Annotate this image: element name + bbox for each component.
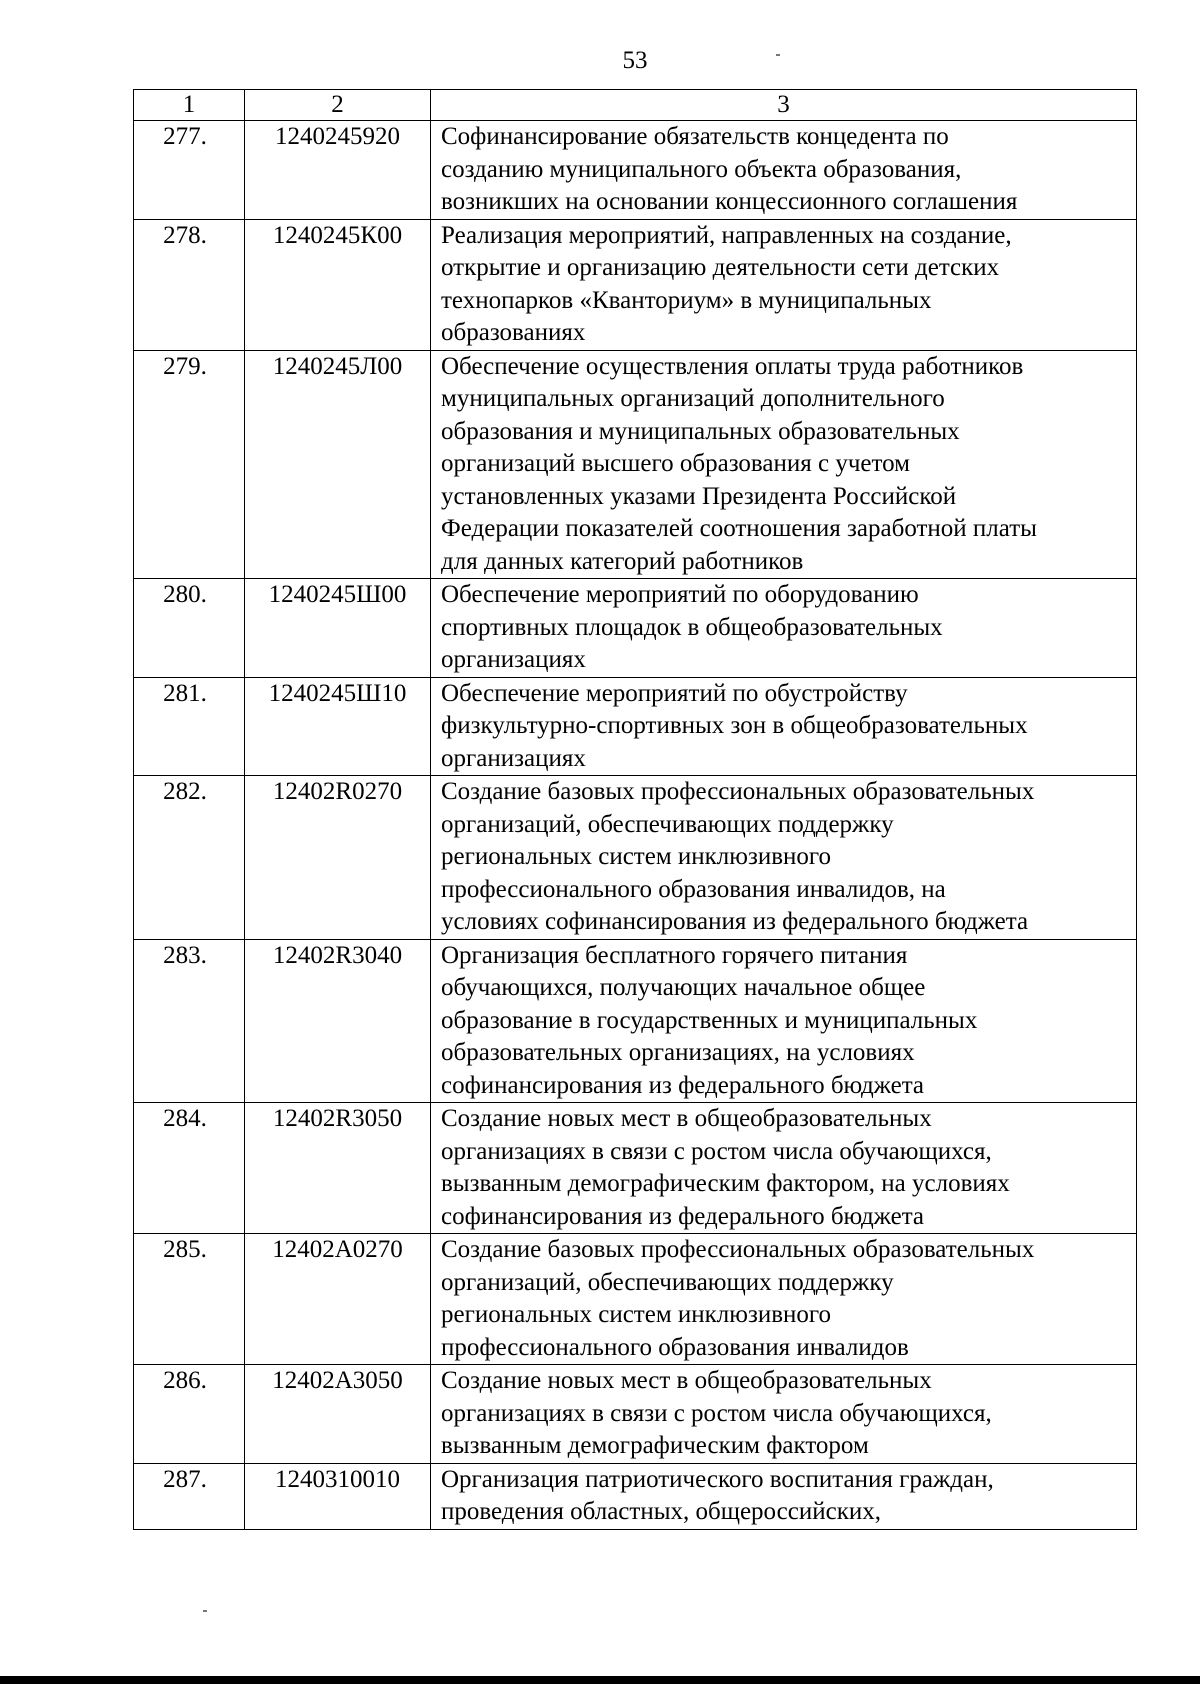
row-description	[431, 1103, 1137, 1234]
description-line: муниципальных организаций дополнительного	[441, 385, 945, 412]
row-number: 286.	[134, 1365, 245, 1464]
description-line: обучающихся, получающих начальное общее	[441, 974, 926, 1001]
row-description	[431, 579, 1137, 678]
description-line: проведения областных, общероссийских,	[441, 1498, 882, 1525]
table-header-row	[134, 90, 1137, 121]
row-code: 1240245Ш00	[245, 579, 431, 678]
description-line: для данных категорий работников	[441, 547, 804, 575]
description-line: организациях	[441, 646, 586, 673]
row-code: 12402R3040	[245, 939, 431, 1103]
description-line: технопарков «Кванториум» в муниципальных	[441, 286, 932, 314]
description-line: Создание новых мест в общеобразовательных	[441, 1105, 932, 1132]
description-line: образование в государственных и муниципальных	[441, 1006, 978, 1034]
scan-speck	[776, 54, 780, 56]
table-row	[134, 1463, 1137, 1529]
column-header-1: 1	[134, 90, 245, 121]
description-line: Обеспечение мероприятий по оборудованию	[441, 581, 919, 608]
description-line: образования и муниципальных образовательных	[441, 417, 960, 445]
description-line: образовательных организациях, на условиях	[441, 1039, 915, 1066]
row-code: 12402R0270	[245, 776, 431, 940]
table-row	[134, 1103, 1137, 1234]
page-number: 53	[622, 47, 648, 74]
description-line: вызванным демографическим фактором	[441, 1432, 869, 1459]
description-line: Организация патриотического воспитания граждан,	[441, 1465, 994, 1493]
table-row	[134, 677, 1137, 776]
column-header-3: 3	[431, 90, 1137, 121]
description-line: вызванным демографическим фактором, на условиях	[441, 1170, 1010, 1197]
description-line: Создание базовых профессиональных образовательных	[441, 1236, 1035, 1263]
row-code: 12402R3050	[245, 1103, 431, 1234]
description-line: Реализация мероприятий, направленных на создание,	[441, 221, 1012, 249]
description-line: Обеспечение осуществления оплаты труда работников	[441, 352, 1024, 380]
budget-classification-table	[133, 89, 1137, 1530]
row-code: 12402A3050	[245, 1365, 431, 1464]
row-code: 1240245Ш10	[245, 677, 431, 776]
scan-speck	[203, 1610, 207, 1612]
description-line: организациях в связи с ростом числа обучающихся,	[441, 1137, 992, 1165]
table-row	[134, 939, 1137, 1103]
table-row	[134, 1234, 1137, 1365]
table-row	[134, 350, 1137, 579]
description-line: возникших на основании концессионного соглашения	[441, 188, 1018, 215]
description-line: организаций, обеспечивающих поддержку	[441, 810, 894, 838]
table-row	[134, 1365, 1137, 1464]
row-description	[431, 677, 1137, 776]
row-code: 1240310010	[245, 1463, 431, 1529]
description-line: открытие и организацию деятельности сети детских	[441, 254, 1000, 281]
description-line: Создание новых мест в общеобразовательных	[441, 1367, 932, 1394]
table-row	[134, 579, 1137, 678]
description-line: организациях в связи с ростом числа обучающихся,	[441, 1399, 992, 1427]
table-body	[134, 90, 1137, 1530]
row-number: 284.	[134, 1103, 245, 1234]
description-line: профессионального образования инвалидов, на	[441, 875, 946, 903]
description-line: софинансирования из федерального бюджета	[441, 1202, 925, 1230]
description-line: организаций, обеспечивающих поддержку	[441, 1268, 894, 1296]
row-number: 285.	[134, 1234, 245, 1365]
row-number: 278.	[134, 219, 245, 350]
row-description	[431, 121, 1137, 220]
description-line: профессионального образования инвалидов	[441, 1333, 909, 1361]
table-row	[134, 776, 1137, 940]
description-line: Софинансирование обязательств концедента по	[441, 123, 949, 150]
description-line: установленных указами Президента Российской	[441, 482, 957, 510]
row-code: 1240245Л00	[245, 350, 431, 579]
row-number: 279.	[134, 350, 245, 579]
row-description	[431, 939, 1137, 1103]
table-row	[134, 121, 1137, 220]
row-number: 287.	[134, 1463, 245, 1529]
row-number: 277.	[134, 121, 245, 220]
row-code: 12402A0270	[245, 1234, 431, 1365]
description-line: спортивных площадок в общеобразовательных	[441, 613, 943, 641]
row-description	[431, 350, 1137, 579]
row-description	[431, 1463, 1137, 1529]
description-line: Обеспечение мероприятий по обустройству	[441, 679, 908, 707]
row-code: 1240245920	[245, 121, 431, 220]
description-line: региональных систем инклюзивного	[441, 843, 832, 870]
row-description	[431, 1234, 1137, 1365]
table-row	[134, 219, 1137, 350]
row-description	[431, 1365, 1137, 1464]
description-line: созданию муниципального объекта образования,	[441, 155, 962, 183]
row-number: 281.	[134, 677, 245, 776]
row-number: 280.	[134, 579, 245, 678]
column-header-2: 2	[245, 90, 431, 121]
row-number: 283.	[134, 939, 245, 1103]
row-code: 1240245К00	[245, 219, 431, 350]
description-line: Создание базовых профессиональных образовательных	[441, 778, 1035, 805]
description-line: организациях	[441, 744, 586, 772]
description-line: организаций высшего образования с учетом	[441, 450, 910, 477]
scan-bottom-border	[0, 1676, 1200, 1684]
description-line: физкультурно-спортивных зон в общеобразовательных	[441, 712, 1028, 739]
description-line: региональных систем инклюзивного	[441, 1301, 832, 1328]
description-line: образованиях	[441, 319, 586, 346]
description-line: условиях софинансирования из федерального бюджета	[441, 908, 1029, 935]
row-description	[431, 776, 1137, 940]
description-line: Организация бесплатного горячего питания	[441, 941, 908, 969]
description-line: софинансирования из федерального бюджета	[441, 1071, 925, 1099]
row-description	[431, 219, 1137, 350]
row-number: 282.	[134, 776, 245, 940]
description-line: Федерации показателей соотношения заработной платы	[441, 515, 1037, 542]
